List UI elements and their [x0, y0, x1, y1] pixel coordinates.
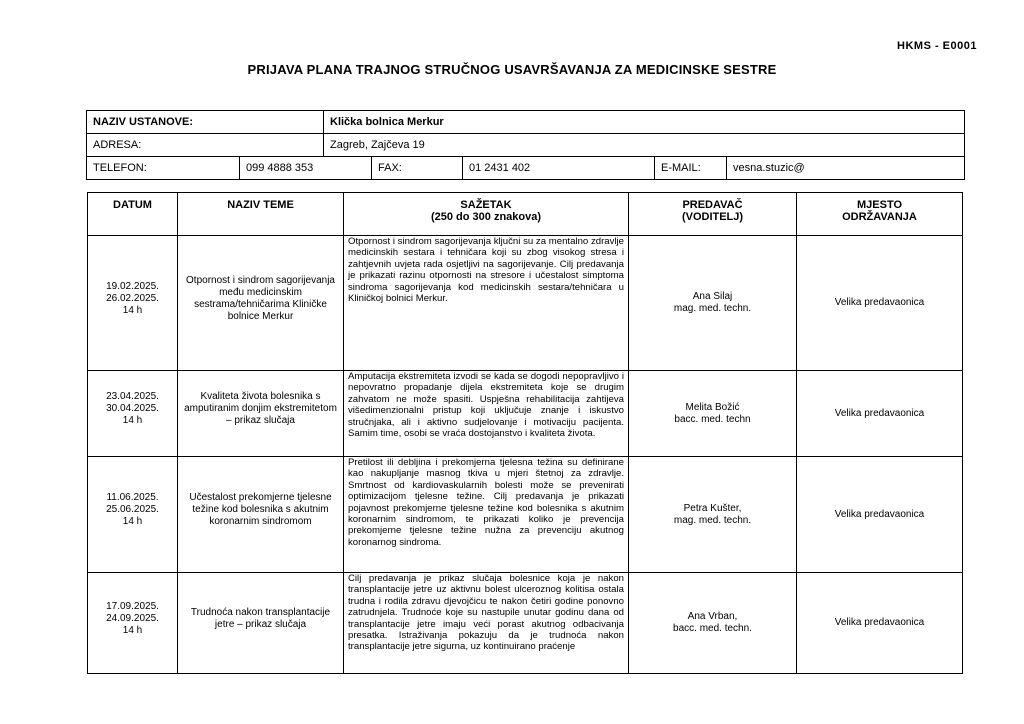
- lecture-plan-table: [87, 192, 963, 674]
- header-summary: [344, 193, 629, 236]
- date-end: 30.04.2025.: [106, 403, 159, 414]
- institution-name-row: [87, 111, 965, 134]
- phone-value: 099 4888 353: [240, 157, 372, 180]
- phone-label: TELEFON:: [87, 157, 240, 180]
- topic-cell: Trudnoća nakon transplantacije jetre – prikaz slučaja: [178, 573, 344, 674]
- topic-cell: Učestalost prekomjerne tjelesne težine kod bolesnika s akutnim koronarnim sindromom: [178, 457, 344, 573]
- lecturer-title: bacc. med. techn.: [673, 623, 752, 634]
- date-start: 17.09.2025.: [106, 600, 159, 612]
- lecturer-name: Petra Kušter,: [683, 502, 742, 514]
- place-cell: Velika predavaonica: [797, 371, 963, 457]
- header-lecturer: [629, 193, 797, 236]
- table-row: [88, 573, 963, 674]
- date-start: 23.04.2025.: [106, 391, 159, 402]
- address-row: [87, 134, 965, 157]
- summary-cell: Pretilost ili debljina i prekomjerna tjelesna težina su definirane kao nakupljanje masnog tkiva u mjeri štetnoj za zdravlje. Smrtnost od kardiovaskularnih bolesti može se prevenirati optimizacijom tjelesne težine. Cilj predavanja je prikazati pojavnost prekomjerne tjelesne težine kod bolesnika s akutnim koronarnim sindromom, te prikazati koliko je prevencija prekomjerne tjelesne težine nužna za prevenciju akutnog koronarnog sindroma.: [344, 457, 629, 573]
- fax-label: FAX:: [372, 157, 463, 180]
- table-row: [88, 371, 963, 457]
- lecturer-cell: [629, 371, 797, 457]
- page-title: PRIJAVA PLANA TRAJNOG STRUČNOG USAVRŠAVANJA ZA MEDICINSKE SESTRE: [247, 62, 777, 77]
- lecturer-cell: [629, 236, 797, 371]
- summary-cell: Cilj predavanja je prikaz slučaja bolesnice koja je nakon transplantacije jetre uz aktivnu bolest ulceroznog kolitisa ostala trudna i rodila zdravu djevojčicu te nakon četiri godine ponovno zatrudnjela. Trudnoće koje su nastupile unutar godinu dana od transplantacije jetre imaju veći porast akutnog odbacivanja presatka. Istraživanja pokazuju da je trudnoća nakon transplantacije jetre sigurna, uz kontinuirano praćenje: [344, 573, 629, 674]
- topic-cell: Otpornost i sindrom sagorijevanja među medicinskim sestrama/tehničarima Kliničke bolnice Merkur: [178, 236, 344, 371]
- address-label: ADRESA:: [87, 134, 324, 157]
- lecturer-title: mag. med. techn.: [673, 514, 752, 526]
- address-value: Zagreb, Zajčeva 19: [324, 134, 965, 157]
- header-topic: NAZIV TEME: [178, 193, 344, 236]
- header-place-line2: ODRŽAVANJA: [842, 211, 917, 223]
- topic-cell: Kvaliteta života bolesnika s amputiranim donjim ekstremitetom – prikaz slučaja: [178, 371, 344, 457]
- date-cell: [88, 457, 178, 573]
- header-lecturer-line2: (VODITELJ): [681, 211, 744, 223]
- lecturer-cell: [629, 573, 797, 674]
- header-lecturer-line1: PREDAVAČ: [682, 199, 743, 211]
- date-end: 25.06.2025.: [106, 504, 159, 515]
- lecturer-name: Ana Silaj: [692, 291, 733, 302]
- summary-cell: Otpornost i sindrom sagorijevanja ključni su za mentalno zdravlje medicinskih sestara i tehničara koji su zbog visokog stresa i zahtjevnih uvjeta rada osjetljivi na sagorijevanje. Cilj predavanja je prikazati razinu otpornosti na stresore i učestalost simptoma sindroma sagorijevanja kod medicinskih sestara/tehničara u Kliničkoj bolnici Merkur.: [344, 236, 629, 371]
- form-code: HKMS - E0001: [897, 40, 977, 52]
- date-cell: [88, 371, 178, 457]
- date-start: 11.06.2025.: [106, 492, 159, 503]
- table-row: [88, 236, 963, 371]
- date-start: 19.02.2025.: [106, 280, 159, 292]
- time: 14 h: [122, 304, 143, 316]
- date-cell: [88, 573, 178, 674]
- lecturer-name: Melita Božić: [685, 401, 740, 413]
- place-cell: Velika predavaonica: [797, 573, 963, 674]
- table-row: [88, 457, 963, 573]
- time: 14 h: [122, 624, 143, 636]
- place-cell: Velika predavaonica: [797, 236, 963, 371]
- header-summary-note: (250 do 300 znakova): [430, 211, 542, 223]
- date-end: 26.02.2025.: [106, 292, 159, 304]
- date-end: 24.09.2025.: [106, 612, 159, 624]
- fax-value: 01 2431 402: [463, 157, 655, 180]
- header-place: [797, 193, 963, 236]
- email-label: E-MAIL:: [655, 157, 727, 180]
- lecturer-title: bacc. med. techn: [674, 413, 751, 425]
- table-header-row: [88, 193, 963, 236]
- header-summary-title: SAŽETAK: [460, 199, 512, 211]
- contact-row: [87, 157, 965, 180]
- time: 14 h: [122, 415, 143, 426]
- summary-cell: Amputacija ekstremiteta izvodi se kada se dogodi nepopravljivo i nepovratno propadanje dijela ekstremiteta koje se drugim zahvatom ne može spasiti. Uspješna rehabilitacija zahtijeva višedimenzionalni pristup koji uključuje znanje i iskustvo stručnjaka, ali i aktivno sudjelovanje i motivaciju pacijenta. Samim time, osobi se vraća dostojanstvo i kvaliteta života.: [344, 371, 629, 457]
- email-value: vesna.stuzic@: [727, 157, 965, 180]
- place-cell: Velika predavaonica: [797, 457, 963, 573]
- lecturer-name: Ana Vrban,: [687, 611, 738, 622]
- institution-name-label: NAZIV USTANOVE:: [87, 111, 324, 134]
- lecturer-cell: [629, 457, 797, 573]
- institution-name-value: Klička bolnica Merkur: [324, 111, 965, 134]
- date-cell: [88, 236, 178, 371]
- time: 14 h: [122, 516, 143, 527]
- institution-info-table: [86, 110, 965, 180]
- header-date: DATUM: [88, 193, 178, 236]
- lecturer-title: mag. med. techn.: [673, 303, 752, 314]
- header-place-line1: MJESTO: [856, 199, 903, 211]
